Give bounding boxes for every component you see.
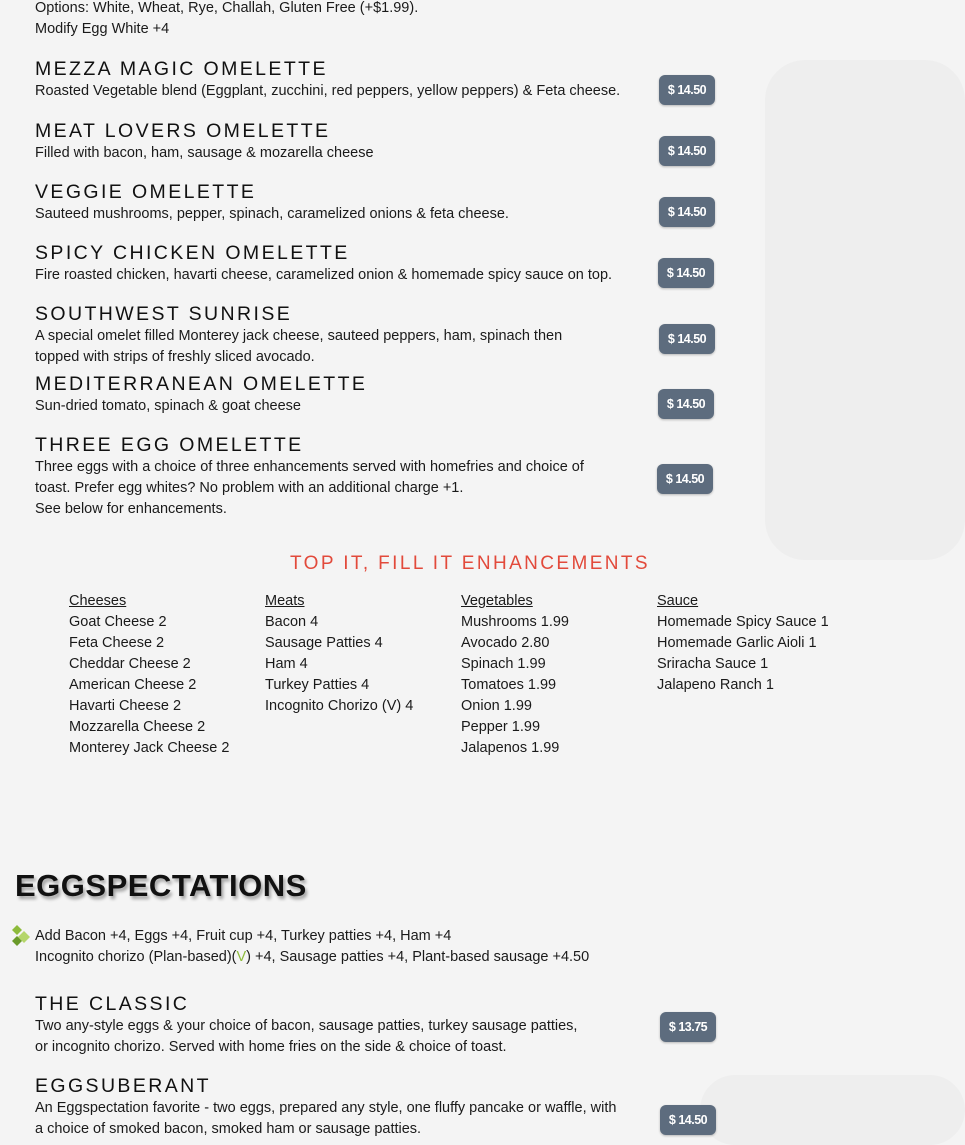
price-badge: $ 14.50	[659, 197, 715, 227]
item-description: Two any-style eggs & your choice of bacon, sausage patties, turkey sausage patties,	[35, 1018, 578, 1034]
item-description: A special omelet filled Monterey jack cheese, sauteed peppers, ham, spinach then	[35, 328, 563, 344]
item-title: MEZZA MAGIC OMELETTE	[35, 58, 328, 80]
column-header: Meats	[265, 593, 305, 609]
list-item: Sriracha Sauce 1	[657, 656, 769, 672]
column-header: Sauce	[657, 593, 699, 609]
list-item: Spinach 1.99	[461, 656, 546, 672]
vegan-mark: V	[236, 949, 247, 965]
list-item: Ham 4	[265, 656, 308, 672]
price-badge: $ 14.50	[660, 1105, 716, 1135]
item-description: or incognito chorizo. Served with home fries on the side & choice of toast.	[35, 1039, 507, 1055]
list-item: Feta Cheese 2	[69, 635, 165, 651]
item-description: a choice of smoked bacon, smoked ham or sausage patties.	[35, 1121, 422, 1137]
item-description: Filled with bacon, ham, sausage & mozarella cheese	[35, 145, 374, 161]
item-description: Fire roasted chicken, havarti cheese, caramelized onion & homemade spicy sauce on top.	[35, 267, 613, 283]
item-description: toast. Prefer egg whites? No problem with an additional charge +1.	[35, 480, 464, 496]
list-item: Turkey Patties 4	[265, 677, 370, 693]
list-item: Jalapenos 1.99	[461, 740, 560, 756]
list-item: Bacon 4	[265, 614, 319, 630]
list-item: Avocado 2.80	[461, 635, 550, 651]
list-item: Tomatoes 1.99	[461, 677, 557, 693]
price-badge: $ 14.50	[657, 464, 713, 494]
price-badge: $ 14.50	[658, 389, 714, 419]
enhancement-column-cheeses	[69, 591, 229, 759]
item-title: EGGSUBERANT	[35, 1075, 211, 1097]
list-item: Homemade Spicy Sauce 1	[657, 614, 829, 630]
enhancement-column-meats	[265, 591, 413, 717]
list-item: Incognito Chorizo (V) 4	[265, 698, 414, 714]
enhancements-title: TOP IT, FILL IT ENHANCEMENTS	[289, 553, 650, 574]
list-item: Onion 1.99	[461, 698, 532, 714]
item-title: MEAT LOVERS OMELETTE	[35, 120, 331, 142]
list-item: Monterey Jack Cheese 2	[69, 740, 230, 756]
column-header: Vegetables	[461, 593, 533, 609]
item-title: THREE EGG OMELETTE	[35, 434, 304, 456]
addons-text-part: Incognito chorizo (Plan-based)(	[35, 949, 237, 965]
list-item: Homemade Garlic Aioli 1	[657, 635, 817, 651]
item-title: SOUTHWEST SUNRISE	[35, 303, 293, 325]
background-shape	[765, 60, 965, 560]
item-description: Sauteed mushrooms, pepper, spinach, caramelized onions & feta cheese.	[35, 206, 509, 222]
list-item: Havarti Cheese 2	[69, 698, 182, 714]
item-description: topped with strips of freshly sliced avocado.	[35, 349, 315, 365]
item-title: MEDITERRANEAN OMELETTE	[35, 373, 368, 395]
price-badge: $ 14.50	[659, 136, 715, 166]
addons-text	[35, 947, 589, 968]
enhancement-column-sauce	[657, 591, 829, 696]
item-title: THE CLASSIC	[35, 993, 190, 1015]
list-item: Mozzarella Cheese 2	[69, 719, 206, 735]
price-badge: $ 14.50	[659, 324, 715, 354]
price-badge: $ 14.50	[658, 258, 714, 288]
list-item: American Cheese 2	[69, 677, 197, 693]
price-badge: $ 13.75	[660, 1012, 716, 1042]
price-badge: $ 14.50	[659, 75, 715, 105]
item-description: See below for enhancements.	[35, 501, 227, 517]
list-item: Cheddar Cheese 2	[69, 656, 191, 672]
item-description: An Eggspectation favorite - two eggs, prepared any style, one fluffy pancake or waffle, with	[35, 1100, 617, 1116]
list-item: Jalapeno Ranch 1	[657, 677, 774, 693]
egg-white-modifier-text: Modify Egg White +4	[35, 21, 170, 37]
item-title: SPICY CHICKEN OMELETTE	[35, 242, 350, 264]
item-title: VEGGIE OMELETTE	[35, 181, 257, 203]
section-title: EGGSPECTATIONS	[15, 868, 307, 903]
list-item: Pepper 1.99	[461, 719, 541, 735]
list-item: Goat Cheese 2	[69, 614, 167, 630]
list-item: Mushrooms 1.99	[461, 614, 569, 630]
item-description: Three eggs with a choice of three enhancements served with homefries and choice of	[35, 459, 584, 475]
list-item: Sausage Patties 4	[265, 635, 383, 651]
background-shape	[700, 1075, 965, 1145]
addons-text-part: ) +4, Sausage patties +4, Plant-based sausage +4.50	[246, 949, 590, 965]
diamond-bullet-icon	[12, 925, 32, 947]
bread-options-text: Options: White, Wheat, Rye, Challah, Gluten Free (+$1.99).	[35, 0, 419, 16]
enhancement-column-vegetables	[461, 591, 569, 759]
item-description: Sun-dried tomato, spinach & goat cheese	[35, 398, 301, 414]
addons-text: Add Bacon +4, Eggs +4, Fruit cup +4, Turkey patties +4, Ham +4	[35, 928, 452, 944]
item-description: Roasted Vegetable blend (Eggplant, zucchini, red peppers, yellow peppers) & Feta cheese.	[35, 83, 621, 99]
column-header: Cheeses	[69, 593, 127, 609]
